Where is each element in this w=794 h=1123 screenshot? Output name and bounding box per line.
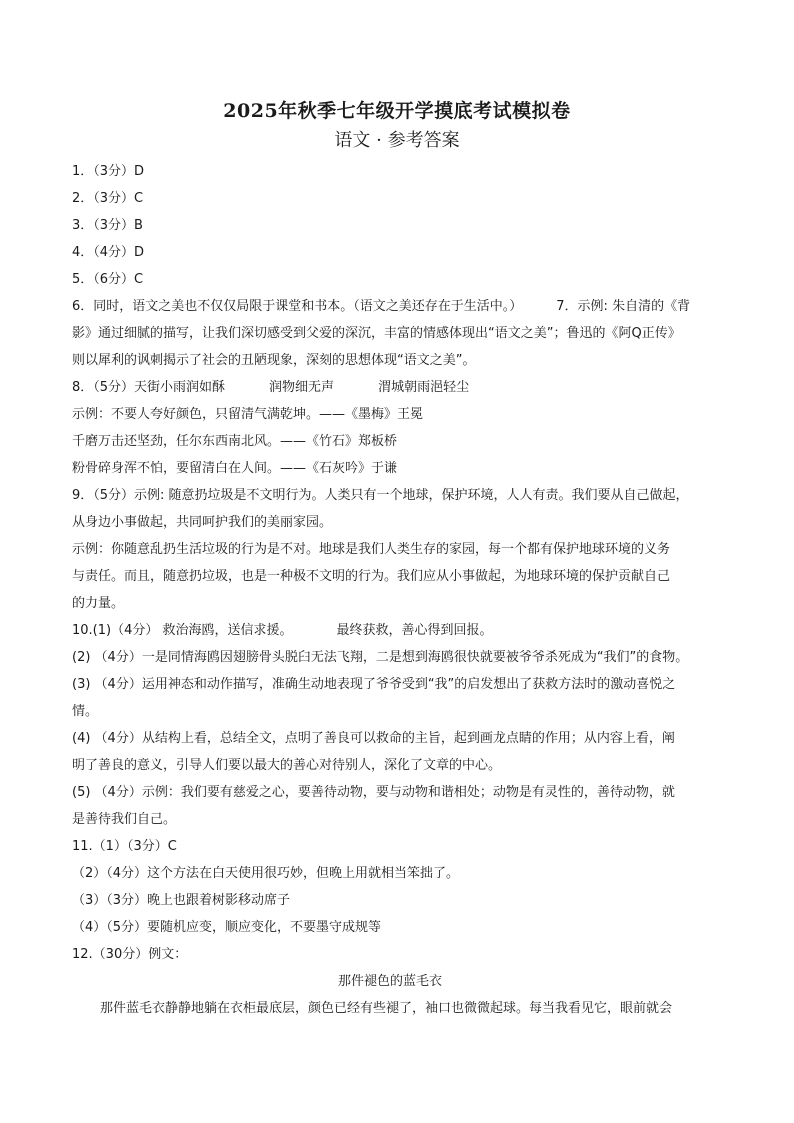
answer-q9-line-3: 示例：你随意乱扔生活垃圾的行为是不对。地球是我们人类生存的家园，每一个都有保护地球环境的义务 xyxy=(72,542,671,557)
answer-list xyxy=(72,162,732,1026)
answer-q8-part-1: 8．（5分）天街小雨润如酥 xyxy=(72,380,226,395)
answer-q9-line-5: 的力量。 xyxy=(72,596,125,611)
answer-q1: 1．（3分）D xyxy=(72,164,145,179)
answer-q10-5-line-2: 是善待我们自己。 xyxy=(72,812,177,827)
answer-q3: 3．（3分）B xyxy=(72,218,143,233)
answer-q8-part-3: 渭城朝雨浥轻尘 xyxy=(378,380,470,395)
answer-q10-2: (2) （4分）一是同情海鸥因翅膀骨头脱臼无法飞翔，二是想到海鸥很快就要被爷爷杀死成为“我们”的食物。 xyxy=(72,650,689,665)
answer-q10-4-line-2: 明了善良的意义，引导人们要以最大的善心对待别人，深化了文章的中心。 xyxy=(72,758,502,773)
essay-title: 那件褪色的蓝毛衣 xyxy=(337,974,442,989)
page-title: 2025年秋季七年级开学摸底考试模拟卷 xyxy=(223,100,571,122)
answer-q10-1-part-1: 10.(1)（4分） 救治海鸥，送信求援。 xyxy=(72,623,293,638)
answer-q9-line-4: 与责任。而且，随意扔垃圾，也是一种极不文明的行为。我们应从小事做起，为地球环境的保护贡献自己 xyxy=(72,569,671,584)
answer-q11-2: （2）（4分）这个方法在白天使用很巧妙，但晚上用就相当笨拙了。 xyxy=(72,866,460,881)
answer-q6-q7-line xyxy=(72,297,732,324)
answer-q6: 6．同时，语文之美也不仅仅局限于课堂和书本。（语文之美还存在于生活中。） xyxy=(72,299,523,314)
essay-paragraph-line-1: 那件蓝毛衣静静地躺在衣柜最底层，颜色已经有些褪了，袖口也微微起球。每当我看见它，眼前就会 xyxy=(100,1001,673,1016)
answer-q11-1: 11.（1）（3分）C xyxy=(72,839,177,854)
answer-q8-part-2: 润物细无声 xyxy=(269,380,335,395)
answer-q10-3-line-1: (3) （4分）运用神态和动作描写，准确生动地表现了爷爷受到“我”的启发想出了获救方法时的激动喜悦之 xyxy=(72,677,676,692)
answer-q8-line-1 xyxy=(72,378,732,405)
answer-q10-5-line-1: (5) （4分）示例：我们要有慈爱之心，要善待动物，要与动物和谐相处；动物是有灵性的，善待动物，就 xyxy=(72,785,675,800)
answer-q10-1-part-2: 最终获救，善心得到回报。 xyxy=(336,623,493,638)
answer-q7-start: 7．示例: 朱自清的《背 xyxy=(556,299,691,314)
answer-q4: 4．（4分）D xyxy=(72,245,145,260)
answer-q9-line-1: 9．（5分）示例: 随意扔垃圾是不文明行为。人类只有一个地球，保护环境，人人有责。我们要从自己做起， xyxy=(72,488,689,503)
answer-q5: 5．（6分）C xyxy=(72,272,144,287)
answer-q9-line-2: 从身边小事做起，共同呵护我们的美丽家园。 xyxy=(72,515,333,530)
answer-q2: 2．（3分）C xyxy=(72,191,144,206)
page-subtitle: 语文 · 参考答案 xyxy=(334,130,460,151)
answer-q8-line-3: 千磨万击还坚劲，任尔东西南北风。——《竹石》郑板桥 xyxy=(72,434,398,449)
answer-q11-3: （3）（3分）晚上也跟着树影移动席子 xyxy=(72,893,291,908)
answer-q10-1 xyxy=(72,621,732,648)
answer-q12: 12.（30分）例文： xyxy=(72,947,188,962)
answer-q10-3-line-2: 情。 xyxy=(72,704,99,719)
answer-q8-line-4: 粉骨碎身浑不怕，要留清白在人间。——《石灰吟》于谦 xyxy=(72,461,398,476)
answer-q7-line-2: 影》通过细腻的描写，让我们深切感受到父爱的深沉，丰富的情感体现出“语文之美”；鲁迅的《阿Q正传》 xyxy=(72,326,681,341)
answer-q7-line-3: 则以犀利的讽刺揭示了社会的丑陋现象，深刻的思想体现“语文之美”。 xyxy=(72,353,476,368)
answer-q10-4-line-1: (4) （4分）从结构上看，总结全文，点明了善良可以救命的主旨，起到画龙点睛的作用；从内容上看，阐 xyxy=(72,731,675,746)
answer-q11-4: （4）（5分）要随机应变，顺应变化，不要墨守成规等 xyxy=(72,920,382,935)
answer-q8-line-2: 示例：不要人夸好颜色，只留清气满乾坤。——《墨梅》王冕 xyxy=(72,407,424,422)
